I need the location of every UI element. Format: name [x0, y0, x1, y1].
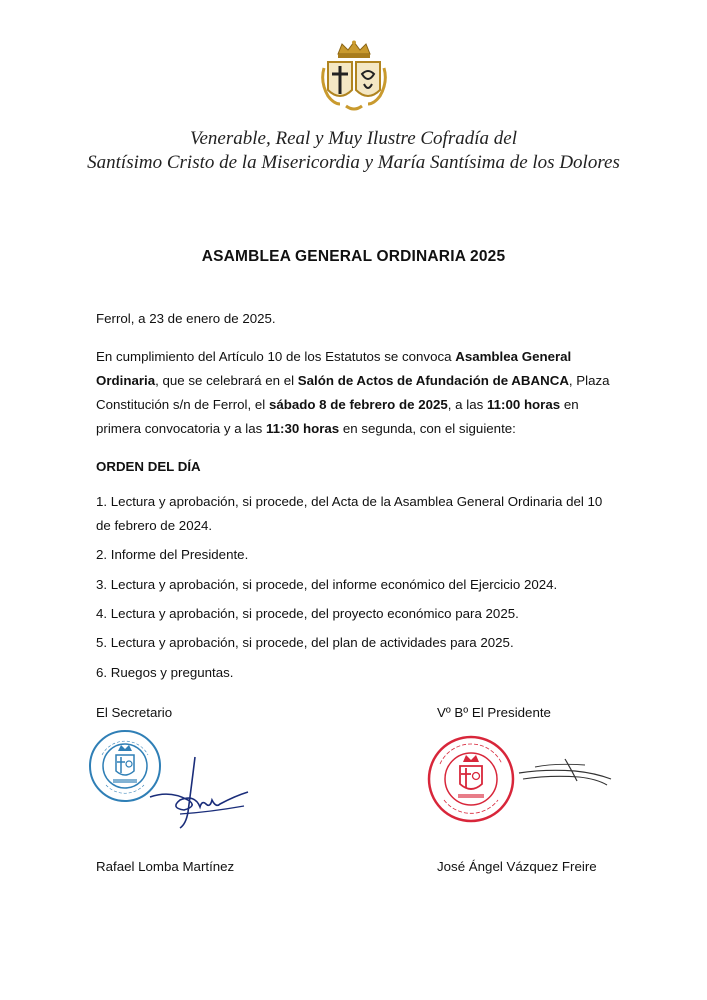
secretary-signature — [140, 752, 255, 832]
convocation-paragraph — [96, 345, 616, 441]
paragraph-text: , Plaza Constitución s/n de Ferrol, el — [96, 373, 610, 412]
president-stamp — [426, 734, 516, 824]
agenda-item: 5. Lectura y aprobación, si procede, del plan de actividades para 2025. — [96, 635, 514, 650]
paragraph-bold-assembly: Asamblea General Ordinaria — [96, 349, 572, 388]
president-signature — [515, 755, 615, 795]
paragraph-text: , a las — [447, 397, 487, 412]
date-line: Ferrol, a 23 de enero de 2025. — [96, 311, 276, 326]
paragraph-text: En cumplimiento del Artículo 10 de los Estatutos se convoca — [96, 349, 456, 364]
paragraph-bold-first-time: 11:00 horas — [486, 397, 561, 412]
paragraph-bold-venue: Salón de Actos de Afundación de ABANCA — [297, 373, 569, 388]
president-label: Vº Bº El Presidente — [437, 705, 551, 720]
agenda-item: 3. Lectura y aprobación, si procede, del informe económico del Ejercicio 2024. — [96, 577, 558, 592]
agenda-item: 4. Lectura y aprobación, si procede, del proyecto económico para 2025. — [96, 606, 519, 621]
president-name: José Ángel Vázquez Freire — [437, 859, 597, 874]
paragraph-text: en segunda, con el siguiente: — [339, 421, 516, 436]
agenda-item: 6. Ruegos y preguntas. — [96, 665, 234, 680]
paragraph-bold-second-time: 11:30 horas — [265, 421, 340, 436]
agenda-heading: ORDEN DEL DÍA — [96, 459, 201, 474]
paragraph-bold-date: sábado 8 de febrero de 2025 — [268, 397, 448, 412]
paragraph-text: en primera convocatoria y a las — [96, 397, 579, 436]
paragraph-text: , que se celebrará en el — [155, 373, 298, 388]
agenda-item: 1. Lectura y aprobación, si procede, del Acta de la Asamblea General Ordinaria del 10 de febrero de 2024. — [96, 494, 603, 533]
confraternity-name-line-2: Santísimo Cristo de la Misericordia y María Santísima de los Dolores — [87, 152, 620, 173]
secretary-name: Rafael Lomba Martínez — [96, 859, 235, 874]
secretary-label: El Secretario — [96, 705, 173, 720]
document-title: ASAMBLEA GENERAL ORDINARIA 2025 — [201, 248, 506, 265]
cofradia-crest-icon — [320, 40, 388, 114]
confraternity-name-line-1: Venerable, Real y Muy Ilustre Cofradía del — [190, 128, 517, 149]
agenda-item: 2. Informe del Presidente. — [96, 547, 249, 562]
